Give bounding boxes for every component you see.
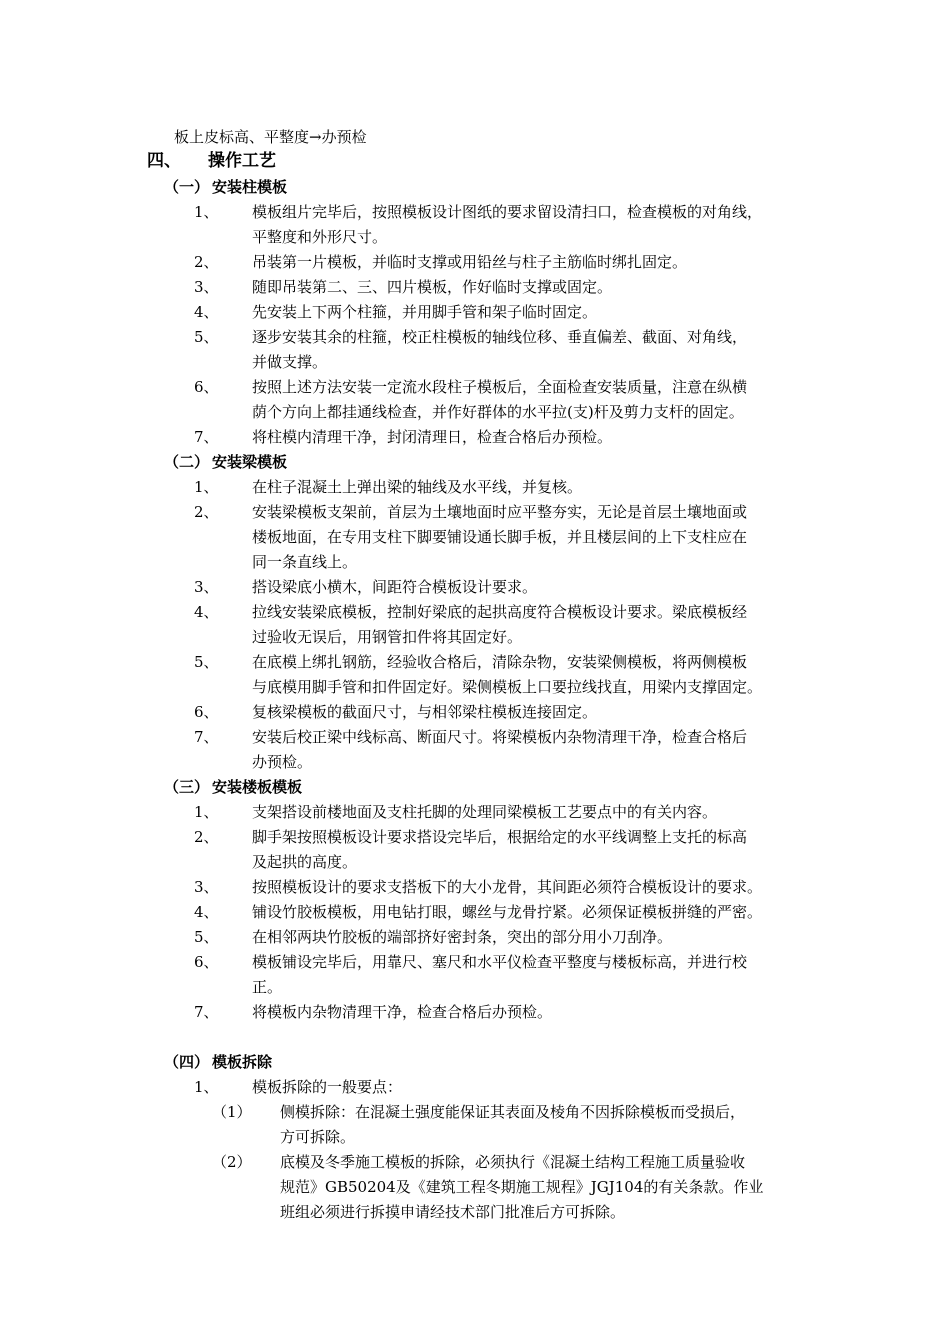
item-text: 随即吊装第二、三、四片模板，作好临时支撑或固定。: [252, 278, 613, 296]
section-title: 操作工艺: [208, 151, 276, 171]
item-text: 铺设竹胶板模板，用电钻打眼，螺丝与龙骨拧紧。必须保证模板拼缝的严密。: [252, 903, 763, 921]
item-text: 在相邻两块竹胶板的端部挤好密封条，突出的部分用小刀刮净。: [252, 928, 673, 946]
item-number: 7、: [194, 1003, 219, 1021]
subsection-title: 安装柱模板: [212, 178, 288, 196]
item-number: 6、: [194, 953, 219, 971]
item-number: 4、: [194, 603, 219, 621]
item-text: 在底模上绑扎钢筋，经验收合格后，清除杂物，安装梁侧模板，将两侧模板: [252, 653, 748, 671]
item-text: 安装后校正梁中线标高、断面尺寸。将梁模板内杂物清理干净，检查合格后: [252, 728, 748, 746]
subsection-label: （二）: [164, 453, 210, 471]
item-number: 1、: [194, 478, 219, 496]
item-text: 与底模用脚手管和扣件固定好。梁侧模板上口要拉线找直，用梁内支撑固定。: [252, 678, 763, 696]
item-text: 搭设梁底小横木，间距符合模板设计要求。: [252, 578, 538, 596]
item-number: 1、: [194, 803, 219, 821]
item-number: 1、: [194, 203, 219, 221]
item-number: 6、: [194, 378, 219, 396]
item-number: 4、: [194, 303, 219, 321]
item-text: 模板拆除的一般要点：: [252, 1078, 403, 1096]
item-number: 7、: [194, 428, 219, 446]
item-text: 脚手架按照模板设计要求搭设完毕后，根据给定的水平线调整上支托的标高: [252, 828, 748, 846]
item-text: 先安装上下两个柱箍，并用脚手管和架子临时固定。: [252, 303, 598, 321]
item-text: 平整度和外形尺寸。: [252, 228, 388, 246]
point-text: 方可拆除。: [280, 1128, 356, 1146]
item-text: 模板组片完毕后，按照模板设计图纸的要求留设清扫口，检查模板的对角线，: [252, 203, 763, 221]
point-number: （1）: [212, 1103, 252, 1121]
item-text: 逐步安装其余的柱箍，校正柱模板的轴线位移、垂直偏差、截面、对角线，: [252, 328, 748, 346]
item-text: 复核梁模板的截面尺寸，与相邻梁柱模板连接固定。: [252, 703, 598, 721]
item-text: 同一条直线上。: [252, 553, 358, 571]
item-text: 将模板内杂物清理干净，检查合格后办预检。: [252, 1003, 553, 1021]
subsection-label: （四）: [164, 1053, 210, 1071]
item-text: 吊装第一片模板，并临时支撑或用铅丝与柱子主筋临时绑扎固定。: [252, 253, 688, 271]
subsection-label: （三）: [164, 778, 210, 796]
subsection-title: 安装梁模板: [212, 453, 288, 471]
item-text: 办预检。: [252, 753, 313, 771]
item-number: 5、: [194, 928, 219, 946]
item-number: 6、: [194, 703, 219, 721]
item-number: 3、: [194, 578, 219, 596]
item-text: 安装梁模板支架前，首层为土壤地面时应平整夯实，无论是首层土壤地面或: [252, 503, 748, 521]
intro-line: 板上皮标高、平整度→办预检: [174, 128, 367, 146]
subsection-title: 模板拆除: [212, 1053, 273, 1071]
item-number: 2、: [194, 253, 219, 271]
item-number: 2、: [194, 503, 219, 521]
item-text: 楼板地面，在专用支柱下脚要铺设通长脚手板，并且楼层间的上下支柱应在: [252, 528, 748, 546]
item-text: 荫个方向上都挂通线检查，并作好群体的水平拉(支)杆及剪力支杆的固定。: [252, 403, 744, 421]
item-text: 及起拱的高度。: [252, 853, 358, 871]
item-text: 支架搭设前楼地面及支柱托脚的处理同梁模板工艺要点中的有关内容。: [252, 803, 718, 821]
item-number: 5、: [194, 653, 219, 671]
item-number: 2、: [194, 828, 219, 846]
item-text: 拉线安装梁底模板，控制好梁底的起拱高度符合模板设计要求。梁底模板经: [252, 603, 748, 621]
item-text: 在柱子混凝土上弹出梁的轴线及水平线，并复核。: [252, 478, 583, 496]
item-text: 按照模板设计的要求支搭板下的大小龙骨，其间距必须符合模板设计的要求。: [252, 878, 763, 896]
item-number: 3、: [194, 278, 219, 296]
item-number: 7、: [194, 728, 219, 746]
point-text: 规范》GB50204及《建筑工程冬期施工规程》JGJ104的有关条款。作业: [280, 1178, 764, 1196]
item-text: 按照上述方法安装一定流水段柱子模板后，全面检查安装质量，注意在纵横: [252, 378, 748, 396]
section-number: 四、: [147, 151, 181, 171]
point-text: 侧模拆除：在混凝土强度能保证其表面及棱角不因拆除模板而受损后，: [280, 1103, 746, 1121]
point-text: 底模及冬季施工模板的拆除，必须执行《混凝土结构工程施工质量验收: [280, 1153, 746, 1171]
subsection-title: 安装楼板模板: [212, 778, 303, 796]
item-number: 4、: [194, 903, 219, 921]
item-text: 将柱模内清理干净，封闭清理日，检查合格后办预检。: [252, 428, 613, 446]
point-number: （2）: [212, 1153, 252, 1171]
item-text: 正。: [252, 978, 283, 996]
subsection-label: （一）: [164, 178, 210, 196]
point-text: 班组必须进行拆摸申请经技术部门批准后方可拆除。: [280, 1203, 626, 1221]
item-number: 3、: [194, 878, 219, 896]
item-text: 模板铺设完毕后，用靠尺、塞尺和水平仪检查平整度与楼板标高，并进行校: [252, 953, 748, 971]
item-number: 5、: [194, 328, 219, 346]
item-text: 过验收无误后，用钢管扣件将其固定好。: [252, 628, 523, 646]
item-number: 1、: [194, 1078, 219, 1096]
item-text: 并做支撑。: [252, 353, 328, 371]
